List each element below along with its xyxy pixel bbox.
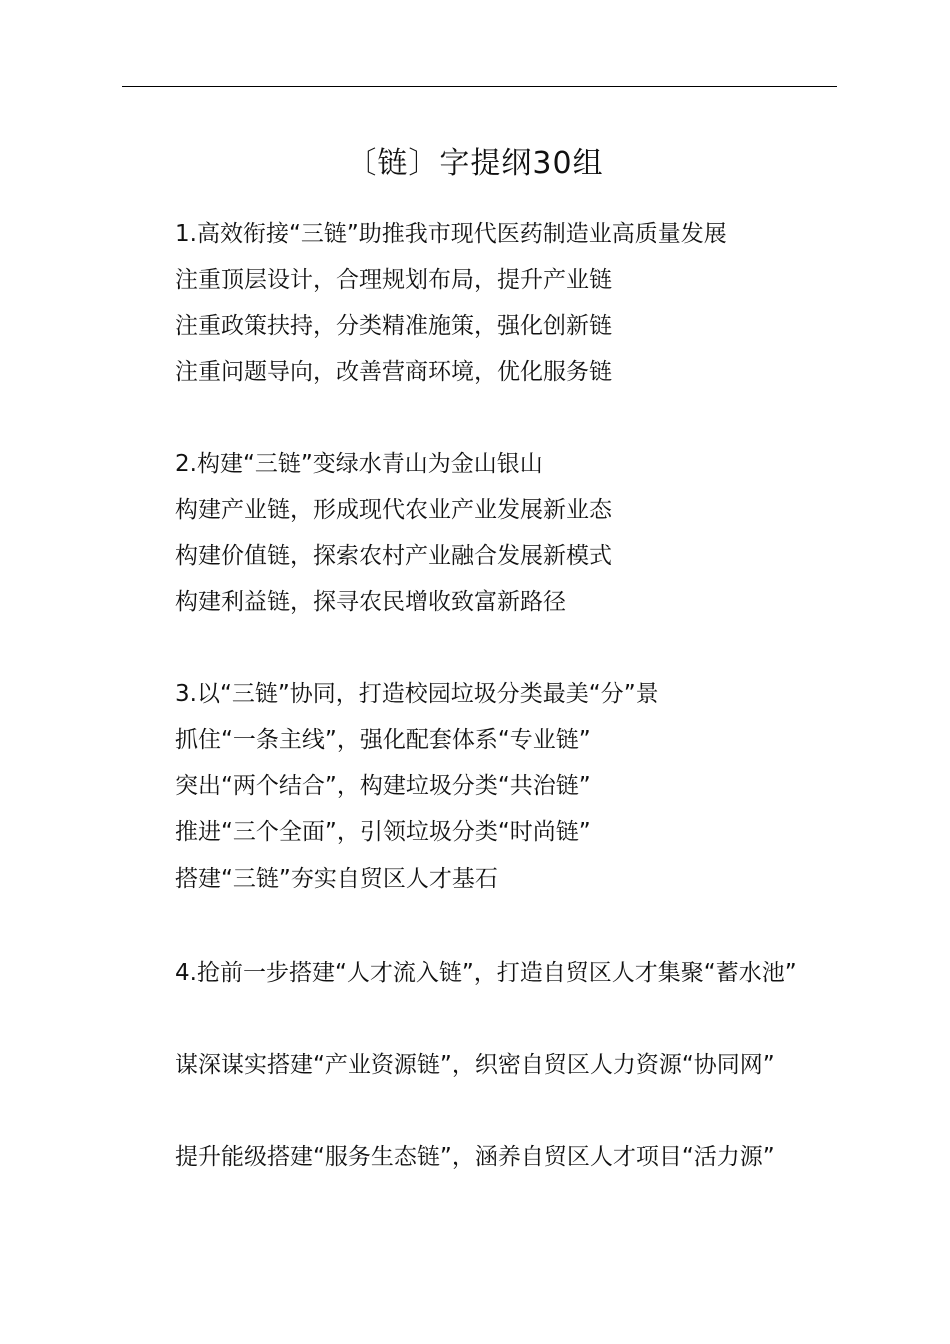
document-title: 〔链〕字提纲30组 [346, 146, 604, 181]
section-4-paragraph-1: 4.抢前一步搭建“人才流入链”，打造自贸区人才集聚“蓄水池” [175, 960, 797, 986]
section-3-item-4: 搭建“三链”夯实自贸区人才基石 [175, 866, 498, 892]
section-1-item-2: 注重政策扶持，分类精准施策，强化创新链 [175, 313, 612, 339]
section-1-item-3: 注重问题导向，改善营商环境，优化服务链 [175, 359, 612, 385]
top-rule [122, 86, 837, 87]
section-4-paragraph-3: 提升能级搭建“服务生态链”，涵养自贸区人才项目“活力源” [175, 1144, 775, 1170]
section-3-heading: 3.以“三链”协同，打造校园垃圾分类最美“分”景 [175, 681, 659, 707]
section-3-item-3: 推进“三个全面”，引领垃圾分类“时尚链” [175, 819, 591, 845]
section-1-heading: 1.高效衔接“三链”助推我市现代医药制造业高质量发展 [175, 221, 727, 247]
section-2-item-2: 构建价值链，探索农村产业融合发展新模式 [175, 543, 612, 569]
section-1-item-1: 注重顶层设计，合理规划布局，提升产业链 [175, 267, 612, 293]
section-4-paragraph-2: 谋深谋实搭建“产业资源链”，织密自贸区人力资源“协同网” [175, 1052, 775, 1078]
section-3-item-2: 突出“两个结合”，构建垃圾分类“共治链” [175, 773, 591, 799]
section-2-item-3: 构建利益链，探寻农民增收致富新路径 [175, 589, 566, 615]
section-3-item-1: 抓住“一条主线”，强化配套体系“专业链” [175, 727, 591, 753]
section-2-item-1: 构建产业链，形成现代农业产业发展新业态 [175, 497, 612, 523]
section-2-heading: 2.构建“三链”变绿水青山为金山银山 [175, 451, 543, 477]
